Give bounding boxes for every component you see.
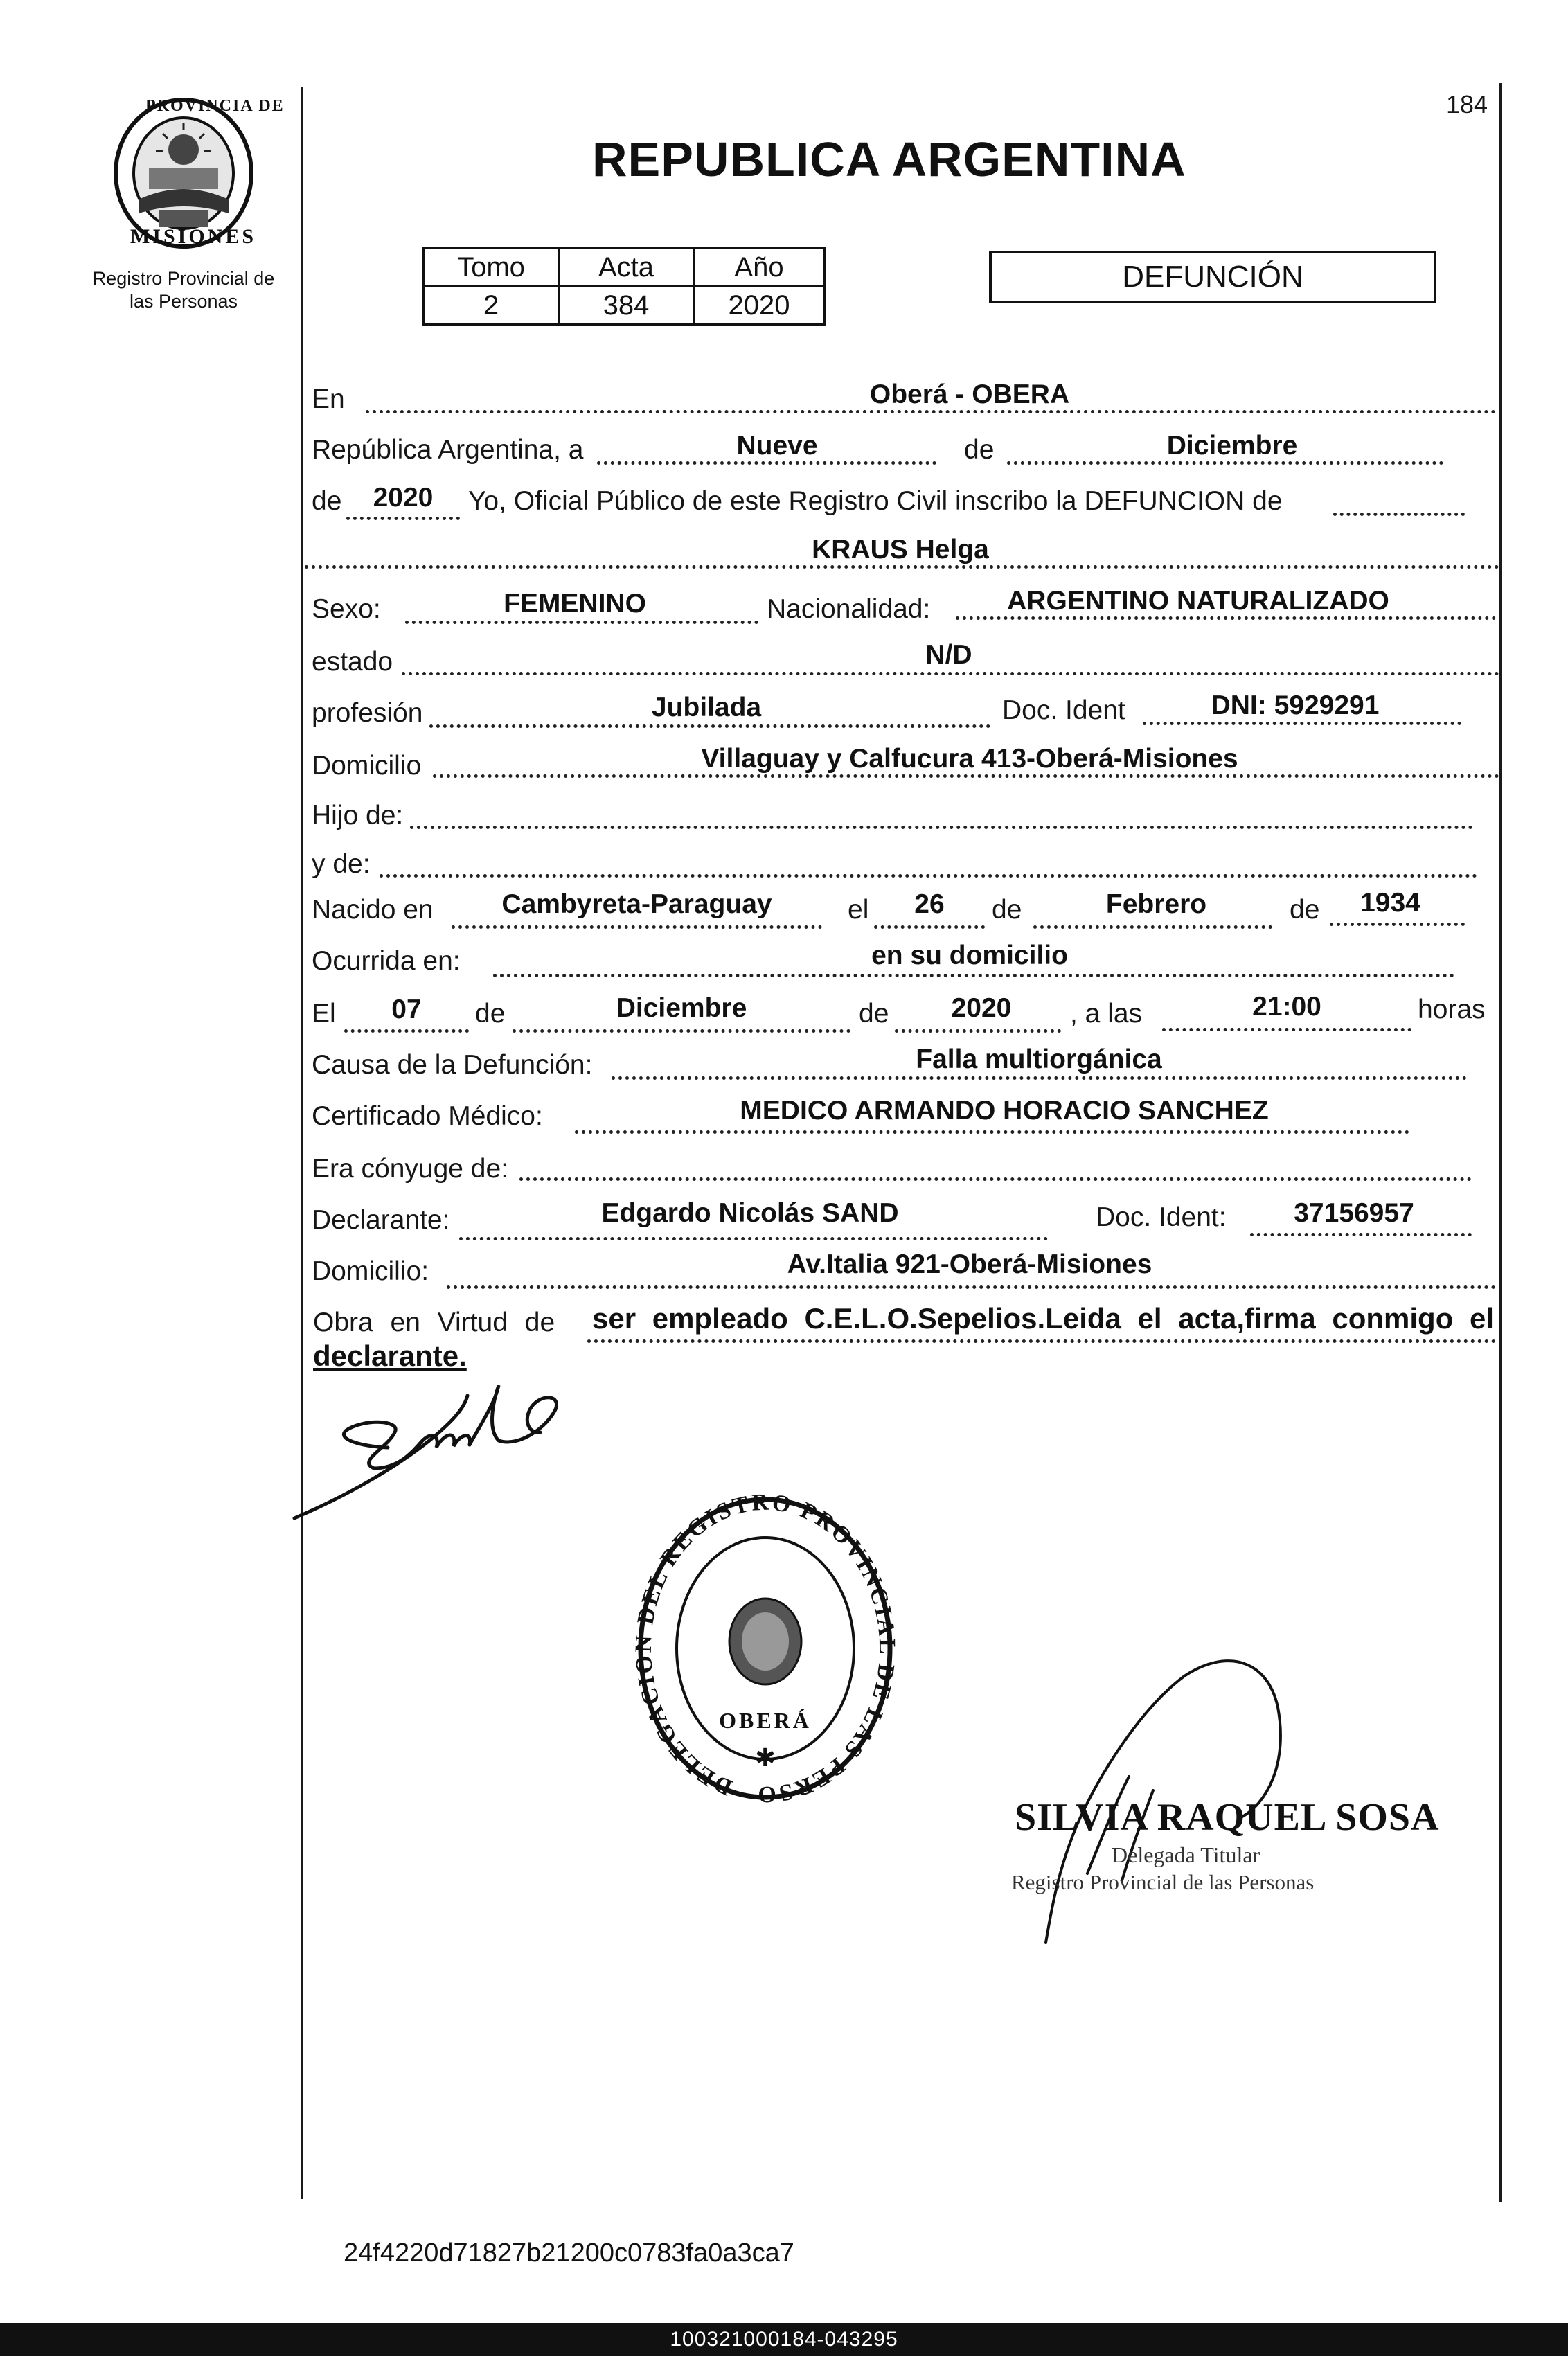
field-domicilio: Villaguay y Calfucura 413-Oberá-Misiones (701, 744, 1238, 774)
seal-text-bottom: MISIONES (130, 225, 257, 248)
field-line-lugar-defuncion (493, 974, 1454, 977)
field-anio-nacimiento: 1934 (1360, 888, 1420, 918)
header-tomo: Tomo (424, 249, 559, 287)
label-declarante: Declarante: (312, 1205, 450, 1235)
field-mes-defuncion: Diciembre (616, 993, 747, 1023)
registry-table-value-row (424, 287, 825, 325)
value-acta: 384 (559, 287, 694, 325)
barcode-text: 100321000184-043295 (670, 2328, 898, 2351)
label-domicilio-declarante: Domicilio: (312, 1256, 429, 1286)
label-horas: horas (1418, 995, 1486, 1024)
label-oficial-text: Yo, Oficial Público de este Registro Civil inscribo la DEFUNCION de (468, 486, 1283, 516)
label-el-cap: El (312, 999, 336, 1029)
field-anio: 2020 (373, 483, 434, 513)
page-title: REPUBLICA ARGENTINA (592, 132, 1186, 186)
label-hijo-de: Hijo de: (312, 801, 404, 830)
field-line-mes-nacimiento (1033, 925, 1272, 929)
stamp-star-icon: ✱ (754, 1744, 776, 1772)
official-name: SILVIA RAQUEL SOSA (1015, 1796, 1440, 1839)
label-conyuge: Era cónyuge de: (312, 1154, 509, 1184)
field-line-dni (1143, 722, 1461, 725)
field-localidad: Oberá - OBERA (869, 380, 1070, 409)
document-type-label: DEFUNCIÓN (1122, 260, 1303, 294)
field-declarante-domicilio: Av.Italia 921-Oberá-Misiones (787, 1249, 1152, 1279)
field-dia-letras: Nueve (736, 431, 818, 461)
registry-stamp (627, 1493, 904, 1818)
field-dia-defuncion: 07 (391, 995, 422, 1024)
label-causa: Causa de la Defunción: (312, 1050, 593, 1080)
header-anio: Año (694, 249, 825, 287)
field-line-nombre (305, 565, 1499, 569)
field-lugar-nacimiento: Cambyreta-Paraguay (501, 889, 772, 919)
field-hora: 21:00 (1252, 992, 1321, 1022)
label-de-nac-2: de (1290, 895, 1320, 925)
seal-text-top: PROVINCIA DE (145, 97, 285, 115)
document-type-box (989, 251, 1436, 303)
left-margin-rule (301, 87, 303, 2199)
label-de-def-1: de (475, 999, 506, 1029)
field-line-dia-nacimiento (874, 925, 985, 929)
field-line-declarante-domicilio (447, 1285, 1496, 1289)
field-line-lugar-nacimiento (452, 925, 822, 929)
field-line-causa (612, 1076, 1467, 1080)
label-ocurrida-en: Ocurrida en: (312, 946, 461, 976)
field-line-dia-defuncion (344, 1029, 469, 1033)
registry-caption-line2: las Personas (129, 291, 238, 312)
page-number: 184 (1446, 90, 1488, 118)
field-mes: Diciembre (1166, 431, 1298, 461)
field-line-localidad (366, 410, 1496, 413)
label-certificado: Certificado Médico: (312, 1101, 543, 1131)
label-sexo: Sexo: (312, 594, 381, 624)
value-anio: 2020 (694, 287, 825, 325)
field-dia-nacimiento: 26 (914, 889, 945, 919)
label-de-nac-1: de (992, 895, 1022, 925)
field-line-dia (597, 461, 936, 465)
label-obra-en-virtud: Obra en Virtud de (313, 1308, 555, 1337)
label-de-def-2: de (859, 999, 889, 1029)
label-y-de: y de: (312, 849, 371, 879)
field-line-sexo (405, 621, 758, 624)
field-line-anio-defuncion (895, 1029, 1061, 1033)
field-line-obra (587, 1339, 1496, 1343)
label-de-1: de (964, 435, 995, 465)
registry-caption-line1: Registro Provincial de (92, 268, 275, 289)
field-line-anio-nacimiento (1330, 923, 1465, 926)
field-mes-nacimiento: Febrero (1105, 889, 1207, 919)
label-de-2: de (312, 486, 342, 516)
field-dni: DNI: 5929291 (1211, 691, 1380, 720)
field-line-anio (346, 517, 460, 520)
field-sexo: FEMENINO (504, 589, 646, 618)
field-line-conyuge (519, 1177, 1472, 1181)
label-nacionalidad: Nacionalidad: (767, 594, 931, 624)
field-nacionalidad: ARGENTINO NATURALIZADO (1007, 586, 1389, 616)
field-line-nacionalidad (956, 616, 1496, 620)
label-doc-ident: Doc. Ident (1002, 695, 1125, 725)
official-title: Delegada Titular (1112, 1842, 1260, 1867)
label-en: En (312, 384, 345, 414)
label-a-las: , a las (1070, 999, 1143, 1029)
field-estado: N/D (925, 640, 972, 670)
label-domicilio: Domicilio (312, 751, 422, 781)
field-line-mes (1007, 461, 1443, 465)
field-anio-defuncion: 2020 (951, 993, 1012, 1023)
field-obra-line2: declarante. (313, 1339, 467, 1372)
field-certificado: MEDICO ARMANDO HORACIO SANCHEZ (740, 1096, 1269, 1125)
barcode-strip (0, 2323, 1568, 2356)
official-institution: Registro Provincial de las Personas (1011, 1870, 1315, 1894)
field-line-domicilio (433, 774, 1499, 778)
document-hash: 24f4220d71827b21200c0783fa0a3ca7 (344, 2238, 794, 2268)
field-profesion: Jubilada (651, 693, 762, 722)
field-line-certificado (575, 1130, 1409, 1134)
label-republica: República Argentina, a (312, 435, 584, 465)
stamp-ring-text: DELEGACION DEL REGISTRO PROVINCIAL DE LAS PERSO (630, 1493, 900, 1808)
field-line-declarante-doc (1250, 1233, 1472, 1236)
label-estado: estado (312, 647, 393, 677)
field-nombre: KRAUS Helga (812, 535, 989, 564)
registry-table-header-row (424, 249, 825, 287)
field-lugar-defuncion: en su domicilio (871, 941, 1068, 970)
field-declarante-doc: 37156957 (1294, 1198, 1414, 1228)
field-obra-line1: ser empleado C.E.L.O.Sepelios.Leida el acta,firma conmigo el (592, 1302, 1495, 1335)
label-profesion: profesión (312, 698, 423, 728)
field-declarante: Edgardo Nicolás SAND (601, 1198, 899, 1228)
field-causa: Falla multiorgánica (916, 1044, 1162, 1074)
declarant-signature (291, 1364, 582, 1524)
field-line-estado (402, 672, 1499, 675)
field-line-oficial-end (1333, 513, 1465, 516)
stamp-city: OBERÁ (719, 1708, 812, 1733)
field-line-declarante (459, 1237, 1048, 1240)
header-acta: Acta (559, 249, 694, 287)
field-line-hijo-de (410, 826, 1473, 829)
value-tomo: 2 (424, 287, 559, 325)
label-nacido-en: Nacido en (312, 895, 434, 925)
label-doc-ident-declarante: Doc. Ident: (1096, 1202, 1227, 1232)
right-margin-rule (1499, 83, 1502, 2202)
field-line-profesion (429, 724, 990, 728)
registry-table (422, 247, 826, 326)
field-line-hora (1162, 1028, 1411, 1031)
label-el: el (848, 895, 869, 925)
field-line-y-de (380, 874, 1477, 878)
field-line-mes-defuncion (513, 1029, 850, 1033)
